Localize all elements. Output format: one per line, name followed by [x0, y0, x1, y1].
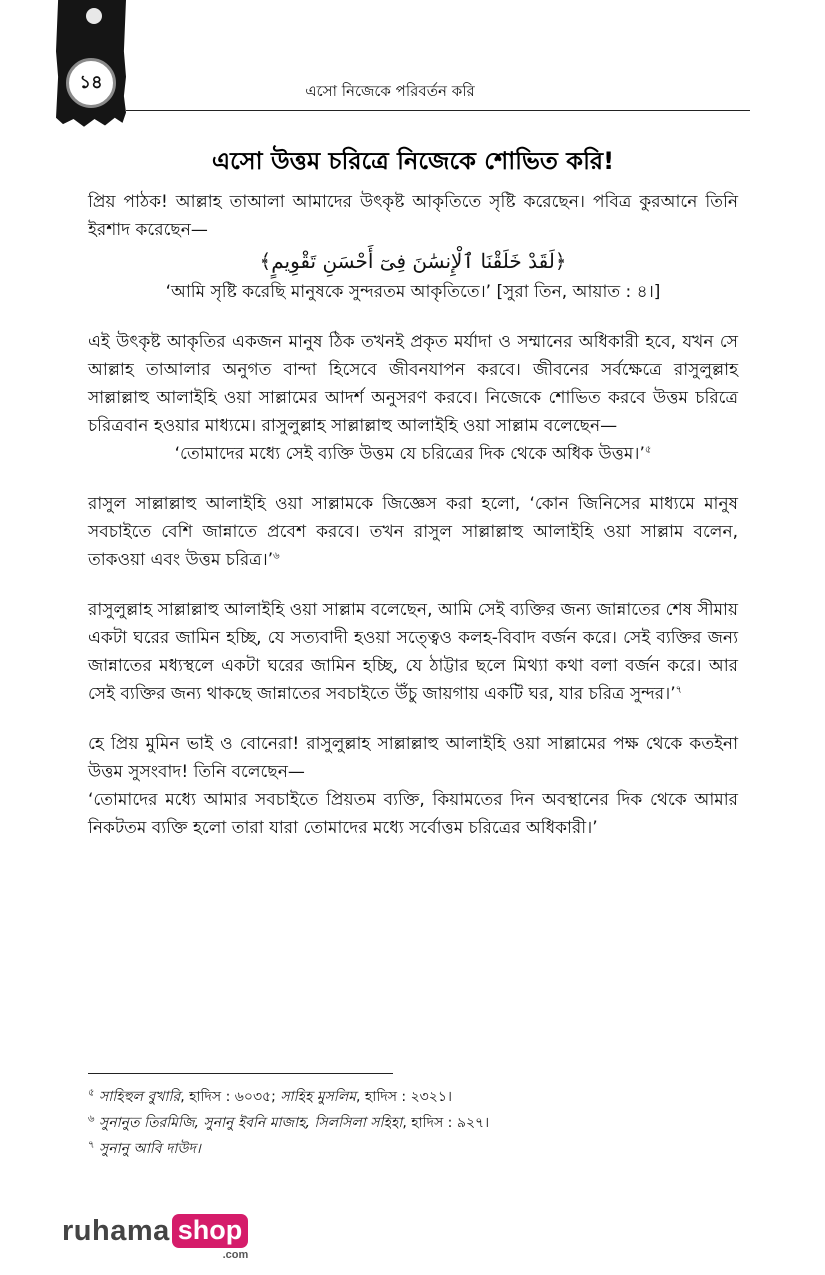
footnote-6-source: সুনানুত তিরমিজি, সুনানু ইবনি মাজাহ, সিলসিলা সহিহা [98, 1115, 403, 1131]
footnote-5-detail-2: , হাদিস : ২৩২১। [356, 1089, 452, 1105]
logo-shop-box [172, 1214, 249, 1261]
footnote-5-detail-1: , হাদিস : ৬০৩৫; [180, 1089, 281, 1105]
footnote-6-detail: , হাদিস : ৯২৭। [402, 1115, 490, 1131]
footnote-5-number: ৫ [88, 1087, 95, 1099]
footnote-rule [88, 1073, 393, 1074]
header-rule [126, 110, 750, 111]
footnote-7-number: ৭ [88, 1139, 95, 1151]
tab-hole-decoration [86, 8, 102, 24]
paragraph-2: এই উৎকৃষ্ট আকৃতির একজন মানুষ ঠিক তখনই প্রকৃত মর্যাদা ও সম্মানের অধিকারী হবে, যখন সে আল্লাহ তাআলার অনুগত বান্দা হিসেবে জীবনযাপন করবে। জীবনের সর্বক্ষেত্রে রাসুলুল্লাহ সাল্লাল্লাহু আলাইহি ওয়া সাল্লামের আদর্শ অনুসরণ করবে। নিজেকে শোভিত করবে উত্তম চরিত্রে চরিত্রবান হওয়ার মাধ্যমে। রাসুলুল্লাহ সাল্লাল্লাহু আলাইহি ওয়া সাল্লাম বলেছেন— [88, 332, 738, 436]
footnote-5-source-2: সাহিহ মুসলিম [280, 1089, 357, 1105]
running-title: এসো নিজেকে পরিবর্তন করি [305, 82, 475, 100]
footnote-5 [88, 1084, 738, 1110]
footnote-ref-5: ৫ [644, 444, 652, 456]
arabic-verse: ﴿لَقَدْ خَلَقْنَا ٱلْإِنسَٰنَ فِىٓ أَحْسَنِ تَقْوِيمٍ﴾ [259, 249, 567, 273]
hadith-quote-1 [88, 440, 738, 468]
footnote-7 [88, 1136, 738, 1162]
logo-domain-text: .com [222, 1249, 249, 1261]
footnote-5-source-1: সাহিহুল বুখারি [98, 1089, 181, 1105]
paragraph-1: প্রিয় পাঠক! আল্লাহ তাআলা আমাদের উৎকৃষ্ট আকৃতিতে সৃষ্টি করেছেন। পবিত্র কুরআনে তিনি ইরশাদ করেছেন— [88, 192, 738, 240]
paragraph-3-text: রাসুল সাল্লাল্লাহু আলাইহি ওয়া সাল্লামকে জিজ্ঞেস করা হলো, ‘কোন জিনিসের মাধ্যমে মানুষ সবচাইতে বেশি জান্নাতে প্রবেশ করবে। তখন রাসুল সাল্লাল্লাহু আলাইহি ওয়া সাল্লাম বলেন, তাকওয়া এবং উত্তম চরিত্র।’ [88, 494, 738, 570]
hadith-quote-2: ‘তোমাদের মধ্যে আমার সবচাইতে প্রিয়তম ব্যক্তি, কিয়ামতের দিন অবস্থানের দিক থেকে আমার নিকটতম ব্যক্তি হলো তারা যারা তোমাদের মধ্যে সর্বোত্তম চরিত্রের অধিকারী।’ [88, 790, 738, 838]
footnote-ref-7: ৭ [675, 684, 683, 696]
footnote-6-number: ৬ [88, 1113, 95, 1125]
hadith-quote-1-text: ‘তোমাদের মধ্যে সেই ব্যক্তি উত্তম যে চরিত্রের দিক থেকে অধিক উত্তম।’ [174, 444, 645, 464]
paragraph-4 [88, 596, 738, 708]
footnote-7-source: সুনানু আবি দাউদ। [98, 1141, 201, 1157]
logo-shop-text: shop [172, 1214, 249, 1248]
paragraph-5: হে প্রিয় মুমিন ভাই ও বোনেরা! রাসুলুল্লাহ সাল্লাল্লাহু আলাইহি ওয়া সাল্লামের পক্ষ থেকে কতইনা উত্তম সুসংবাদ! তিনি বলেছেন— [88, 734, 738, 782]
body-text [88, 188, 738, 842]
ruhamashop-logo [62, 1214, 248, 1260]
paragraph-4-text: রাসুলুল্লাহ সাল্লাল্লাহু আলাইহি ওয়া সাল্লাম বলেছেন, আমি সেই ব্যক্তির জন্য জান্নাতের শেষ সীমায় একটা ঘরের জামিন হচ্ছি, যে সত্যবাদী হওয়া সত্ত্বেও কলহ-বিবাদ বর্জন করে। সেই ব্যক্তির জন্য জান্নাতের মধ্যস্থলে একটা ঘরের জামিন হচ্ছি, যে ঠাট্টার ছলে মিথ্যা কথা বলা বর্জন করে। আর সেই ব্যক্তির জন্য থাকছে জান্নাতের সবচাইতে উঁচু জায়গায় একটি ঘর, যার চরিত্র সুন্দর।’ [88, 600, 738, 704]
page-number: ১৪ [66, 58, 116, 108]
chapter-title: এসো উত্তম চরিত্রে নিজেকে শোভিত করি! [211, 147, 615, 175]
footnote-ref-6: ৬ [273, 550, 280, 562]
verse-translation: ‘আমি সৃষ্টি করেছি মানুষকে সুন্দরতম আকৃতিতে।’ [সুরা তিন, আয়াত : ৪।] [165, 282, 661, 302]
footnotes [88, 1084, 738, 1162]
paragraph-3 [88, 490, 738, 574]
logo-ruhama-text: ruhama [62, 1215, 170, 1247]
footnote-6 [88, 1110, 738, 1136]
